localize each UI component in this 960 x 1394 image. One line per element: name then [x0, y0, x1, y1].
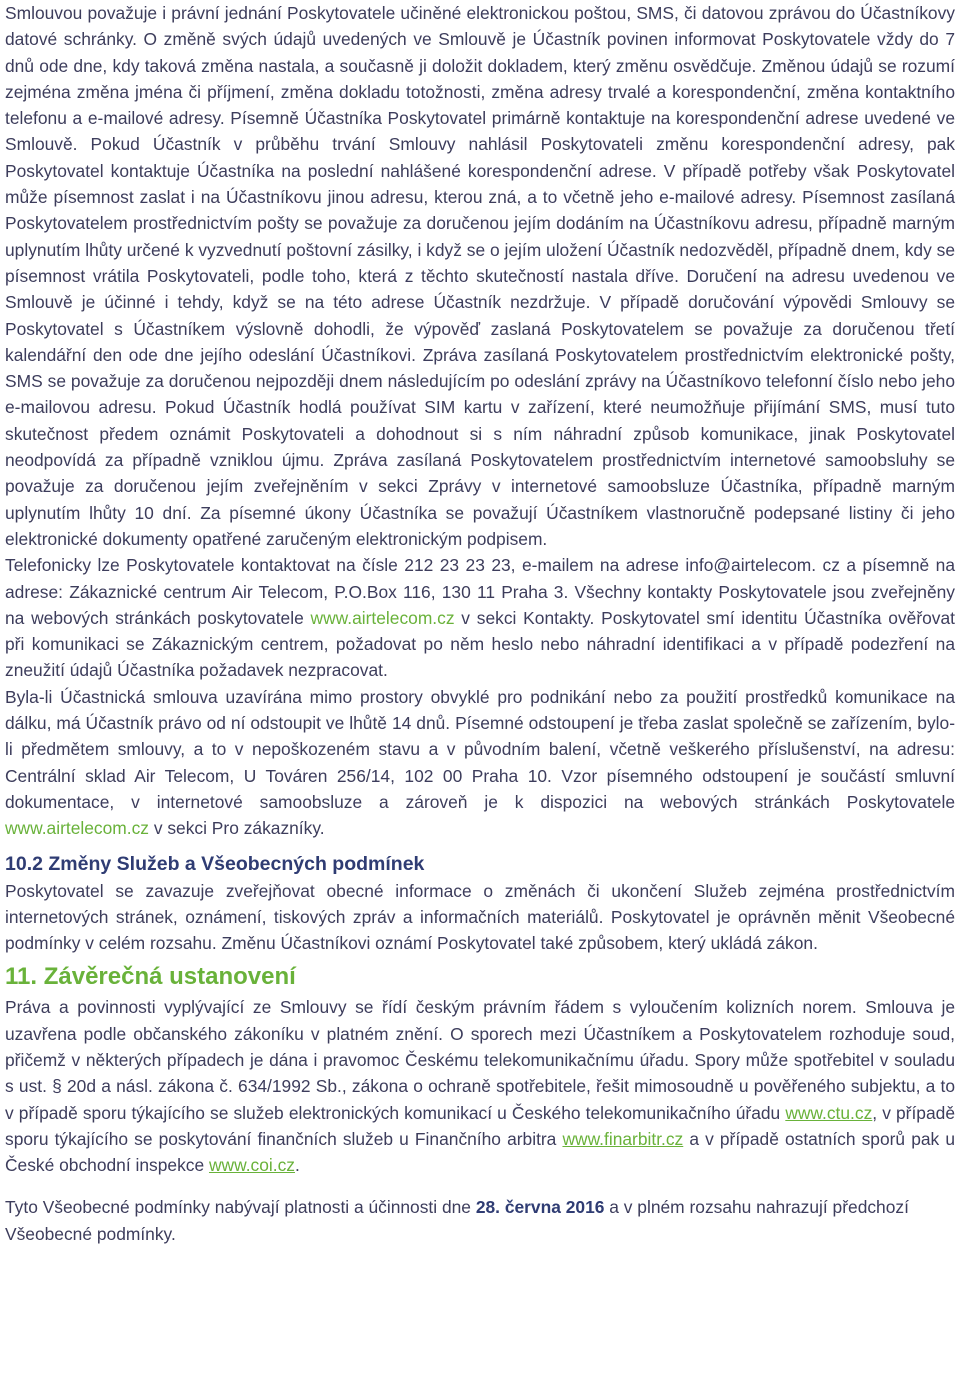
paragraph-withdrawal: [5, 684, 955, 842]
coi-link[interactable]: www.coi.cz: [208, 1155, 295, 1176]
airtelecom-link[interactable]: www.airtelecom.cz: [310, 607, 455, 628]
ctu-link[interactable]: www.ctu.cz: [785, 1102, 873, 1123]
validity-text-after: a v plném rozsahu nahrazují předchozí Všeobecné podmínky.: [5, 1197, 909, 1244]
airtelecom-link-2[interactable]: www.airtelecom.cz: [5, 818, 149, 839]
validity-date: 28. června 2016: [475, 1197, 605, 1218]
section-heading-10-2: 10.2 Změny Služeb a Všeobecných podmínek: [5, 852, 425, 875]
final-text-4: .: [295, 1155, 300, 1176]
withdrawal-text-before: Byla-li Účastnická smlouva uzavírána mimo prostory obvyklé pro podnikání nebo za použití prostředků komunikace na dálku, má Účastník právo od ní odstoupit ve lhůtě 14 dnů. Písemné odstoupení je třeba zaslat společně se zařízením, bylo-li předmětem smlouvy, a to v nepoškozeném stavu a v původním balení, včetně veškerého příslušenství, na adresu: Centrální sklad Air Telecom, U Továren 256/14, 102 00 Praha 10. Vzor písemného odstoupení je součástí smluvní dokumentace, v internetové samoobsluze a zároveň je k dispozici na webových stránkách Poskytovatele: [5, 686, 955, 812]
paragraph-communication: Smlouvou považuje i právní jednání Poskytovatele učiněné elektronickou poštou, SMS, či datovou zprávou do Účastníkovy datové schránky. O změně svých údajů uvedených ve Smlouvě je Účastník povinen informovat Poskytovatele vždy do 7 dnů ode dne, kdy taková změna nastala, a současně ji doložit dokladem, který změnu osvědčuje. Změnou údajů se rozumí zejména změna jména či příjmení, změna dokladu totožnosti, změna adresy trvalé a korespondenční, změna kontaktního telefonu a e-mailové adresy. Písemně Účastníka Poskytovatel primárně kontaktuje na korespondenční adrese uvedené ve Smlouvě. Pokud Účastník v průběhu trvání Smlouvy nahlásil Poskytovateli změnu korespondenční adresy, pak Poskytovatel kontaktuje Účastníka na poslední nahlášené korespondenční adrese. V případě potřeby však Poskytovatel může písemnost zaslat i na Účastníkovu jinou adresu, kterou zná, a to včetně jeho e-mailové adresy. Písemnost zasílaná Poskytovatelem prostřednictvím pošty se považuje za doručenou jejím dodáním na Účastníkovu adresu, případně marným uplynutím lhůty určené k vyzvednutí poštovní zásilky, i když se o jejím uložení Účastník nedozvěděl, případně dnem, kdy se písemnost vrátila Poskytovateli, podle toho, která z těchto skutečností nastala dříve. Doručení na adresu uvedenou ve Smlouvě je účinné i tehdy, když se na této adrese Účastník nezdržuje. V případě doručování výpovědi Smlouvy se Poskytovatel s Účastníkem výslovně dohodli, že výpověď zaslaná Poskytovatelem se považuje za doručenou třetí kalendářní den ode dne jejího odeslání Účastníkovi. Zpráva zasílaná Poskytovatelem prostřednictvím elektronické pošty, SMS se považuje za doručenou nejpozději dnem následujícím po odeslání zprávy na Účastníkovo telefonní číslo nebo jeho e-mailovou adresu. Pokud Účastník hodlá používat SIM kartu v zařízení, které neumožňuje přijímání SMS, musí tuto skutečnost předem oznámit Poskytovateli a dohodnout si s ním náhradní způsob komunikace, jinak Poskytovatel neodpovídá za případně vzniklou újmu. Zpráva zasílaná Poskytovatelem prostřednictvím internetové samoobsluhy se považuje za doručenou jejím zveřejněním v sekci Zprávy v internetové samoobsluze Účastníka, případně marným uplynutím lhůty 10 dní. Za písemné úkony Účastníka se považují Účastníkem vlastnoručně podepsané listiny či jeho elektronické dokumenty opatřené zaručeným elektronickým podpisem.: [5, 3, 955, 549]
paragraph-validity: [5, 1194, 955, 1247]
contacts-text-before: Telefonicky lze Poskytovatele kontaktovat na čísle 212 23 23 23, e-mailem na adrese info@airtelecom. cz a písemně na adrese: Zákaznické centrum Air Telecom, P.O.Box 116, 130 11 Praha 3. Všechny kontakty Poskytovatele jsou zveřejněny na webových stránkách poskytovatele: [5, 555, 955, 628]
final-text-2: , v případě sporu týkajícího se poskytování finančních služeb u Finančního arbitra: [5, 1102, 955, 1149]
contacts-text-after: v sekci Kontakty. Poskytovatel smí identitu Účastníka ověřovat při komunikaci se Zákaznickým centrem, požadovat po něm heslo nebo náhradní identifikaci a v případě podezření na zneužití údajů Účastníka požadavek nezpracovat.: [5, 607, 955, 681]
final-text-3: a v případě ostatních sporů pak u České obchodní inspekce: [5, 1128, 955, 1176]
paragraph-service-changes: Poskytovatel se zavazuje zveřejňovat obecné informace o změnách či ukončení Služeb zejména prostřednictvím internetových stránek, oznámení, tiskových zpráv a informačních materiálů. Poskytovatel je oprávněn měnit Všeobecné podmínky v celém rozsahu. Změnu Účastníkovi oznámí Poskytovatel také způsobem, který ukládá zákon.: [5, 880, 955, 954]
paragraph-final-provisions: [5, 994, 955, 1178]
withdrawal-text-after: v sekci Pro zákazníky.: [149, 818, 325, 839]
finarbitr-link[interactable]: www.finarbitr.cz: [562, 1128, 684, 1149]
section-heading-11: 11. Závěrečná ustanovení: [5, 963, 296, 991]
paragraph-contacts: [5, 552, 955, 683]
spacer: [5, 1178, 955, 1194]
validity-text-before: Tyto Všeobecné podmínky nabývají platnosti a účinnosti dne: [5, 1197, 476, 1218]
final-text-1: Práva a povinnosti vyplývající ze Smlouvy se řídí českým právním řádem s vyloučením kolizních norem. Smlouva je uzavřena podle občanského zákoníku v platném znění. O sporech mezi Účastníkem a Poskytovatelem rozhoduje soud, přičemž v některých případech je dána i pravomoc Českému telekomunikačnímu úřadu. Spory může spotřebitel v souladu s ust. § 20d a násl. zákona č. 634/1992 Sb., zákona o ochraně spotřebitele, řešit mimosoudně u pověřeného subjektu, a to v případě sporu týkajícího se služeb elektronických komunikací u Českého telekomunikačního úřadu: [5, 997, 955, 1123]
